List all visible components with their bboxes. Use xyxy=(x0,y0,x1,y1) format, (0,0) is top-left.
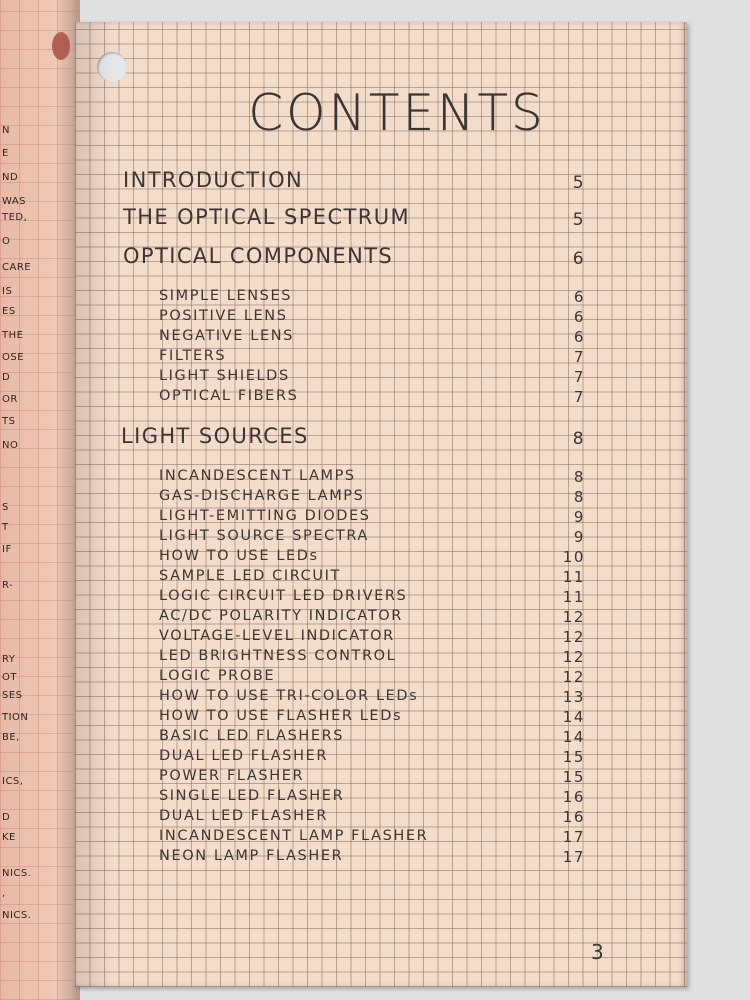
toc-section-label: INTRODUCTION xyxy=(123,168,304,192)
toc-entry-page: 17 xyxy=(562,828,585,846)
toc-entry-page: 7 xyxy=(573,348,585,366)
facing-page-fragment: N xyxy=(2,125,10,136)
facing-page-fragment: IS xyxy=(2,286,13,297)
toc-entry-label: DUAL LED FLASHER xyxy=(159,748,329,764)
toc-entry-page: 13 xyxy=(562,688,585,706)
toc-entry-label: SAMPLE LED CIRCUIT xyxy=(159,568,341,584)
toc-entry-label: LIGHT SHIELDS xyxy=(159,368,290,384)
facing-page-fragment: T xyxy=(2,522,9,533)
toc-entry-page: 11 xyxy=(562,588,585,606)
binder-hole xyxy=(97,52,127,82)
page-number: 3 xyxy=(591,940,604,964)
facing-page-fragment: TED, xyxy=(2,212,28,223)
toc-entry-page: 12 xyxy=(562,608,585,626)
toc-section-label: LIGHT SOURCES xyxy=(121,424,309,448)
toc-entry-label: LED BRIGHTNESS CONTROL xyxy=(159,648,397,664)
toc-entry-label: VOLTAGE-LEVEL INDICATOR xyxy=(159,628,395,644)
toc-entry-page: 10 xyxy=(562,548,585,566)
toc-entry-page: 12 xyxy=(562,628,585,646)
facing-page-fragment: IF xyxy=(2,544,12,555)
toc-entry-label: LOGIC PROBE xyxy=(159,668,276,684)
toc-entry-page: 15 xyxy=(562,748,585,766)
toc-entry-page: 6 xyxy=(573,308,585,326)
facing-page-fragment: OT xyxy=(2,672,17,683)
toc-entry-page: 9 xyxy=(573,508,585,526)
facing-page-fragment: BE, xyxy=(2,732,20,743)
facing-page-fragment: ES xyxy=(2,306,16,317)
toc-entry-label: AC/DC POLARITY INDICATOR xyxy=(159,608,403,624)
facing-page-fragment: E xyxy=(2,148,9,159)
facing-page-fragment: TION xyxy=(2,712,29,723)
toc-entry-label: HOW TO USE FLASHER LEDs xyxy=(159,708,403,724)
toc-entry-label: GAS-DISCHARGE LAMPS xyxy=(159,488,365,504)
facing-page-fragment: CARE xyxy=(2,262,32,273)
toc-section-label: THE OPTICAL SPECTRUM xyxy=(123,205,411,229)
toc-entry-page: 7 xyxy=(573,368,585,386)
toc-section-page: 6 xyxy=(572,249,585,269)
toc-entry-label: NEGATIVE LENS xyxy=(159,328,294,344)
toc-entry-page: 14 xyxy=(562,708,585,726)
facing-page-fragment: KE xyxy=(2,832,16,843)
toc-entry-page: 7 xyxy=(573,388,585,406)
toc-entry-page: 8 xyxy=(573,488,585,506)
facing-page-fragment: ND xyxy=(2,172,19,183)
toc-entry-label: OPTICAL FIBERS xyxy=(159,388,299,404)
toc-entry-label: LIGHT-EMITTING DIODES xyxy=(159,508,371,524)
toc-entry-label: NEON LAMP FLASHER xyxy=(159,848,344,864)
toc-entry-page: 12 xyxy=(562,648,585,666)
toc-entry-page: 6 xyxy=(573,328,585,346)
toc-entry-label: FILTERS xyxy=(159,348,227,364)
toc-section-page: 5 xyxy=(572,210,585,230)
toc-section-page: 8 xyxy=(572,429,585,449)
facing-page-fragment: NICS. xyxy=(2,868,32,879)
toc-entry-page: 15 xyxy=(562,768,585,786)
toc-entry-label: SINGLE LED FLASHER xyxy=(159,788,345,804)
toc-entry-page: 17 xyxy=(562,848,585,866)
toc-section-label: OPTICAL COMPONENTS xyxy=(123,244,394,268)
facing-page-fragment: S xyxy=(2,502,9,513)
facing-page-fragment: D xyxy=(2,372,11,383)
toc-entry-label: HOW TO USE LEDs xyxy=(159,548,319,564)
facing-page xyxy=(0,0,80,1000)
toc-entry-page: 14 xyxy=(562,728,585,746)
toc-entry-label: INCANDESCENT LAMPS xyxy=(159,468,356,484)
facing-page-fragment: RY xyxy=(2,654,16,665)
facing-page-fragment: R- xyxy=(2,580,14,591)
page-title: CONTENTS xyxy=(248,84,546,142)
toc-entry-page: 9 xyxy=(573,528,585,546)
toc-entry-label: POSITIVE LENS xyxy=(159,308,288,324)
toc-entry-label: BASIC LED FLASHERS xyxy=(159,728,345,744)
toc-entry-page: 16 xyxy=(562,788,585,806)
facing-page-fragment: OSE xyxy=(2,352,25,363)
toc-entry-label: SIMPLE LENSES xyxy=(159,288,293,304)
toc-entry-label: POWER FLASHER xyxy=(159,768,305,784)
facing-page-fragment: OR xyxy=(2,394,18,405)
toc-entry-label: INCANDESCENT LAMP FLASHER xyxy=(159,828,429,844)
facing-page-fragment: NICS. xyxy=(2,910,32,921)
facing-page-fragment: TS xyxy=(2,416,16,427)
facing-page-fragment: O xyxy=(2,236,11,247)
facing-page-fragment: THE xyxy=(2,330,24,341)
facing-page-fragment: WAS xyxy=(2,196,27,207)
toc-entry-page: 16 xyxy=(562,808,585,826)
facing-page-fragment: NO xyxy=(2,440,19,451)
toc-entry-page: 12 xyxy=(562,668,585,686)
toc-entry-label: LOGIC CIRCUIT LED DRIVERS xyxy=(159,588,408,604)
toc-section-page: 5 xyxy=(572,173,585,193)
toc-entry-label: DUAL LED FLASHER xyxy=(159,808,329,824)
facing-page-fragment: ICS, xyxy=(2,776,24,787)
toc-entry-page: 11 xyxy=(562,568,585,586)
toc-entry-label: LIGHT SOURCE SPECTRA xyxy=(159,528,369,544)
facing-page-fragment: SES xyxy=(2,690,23,701)
binder-hole-left xyxy=(52,32,70,60)
notebook-page xyxy=(75,22,687,987)
toc-entry-page: 8 xyxy=(573,468,585,486)
toc-entry-page: 6 xyxy=(573,288,585,306)
facing-page-fragment: D xyxy=(2,812,11,823)
facing-page-fragment: , xyxy=(2,888,6,899)
toc-entry-label: HOW TO USE TRI-COLOR LEDs xyxy=(159,688,419,704)
